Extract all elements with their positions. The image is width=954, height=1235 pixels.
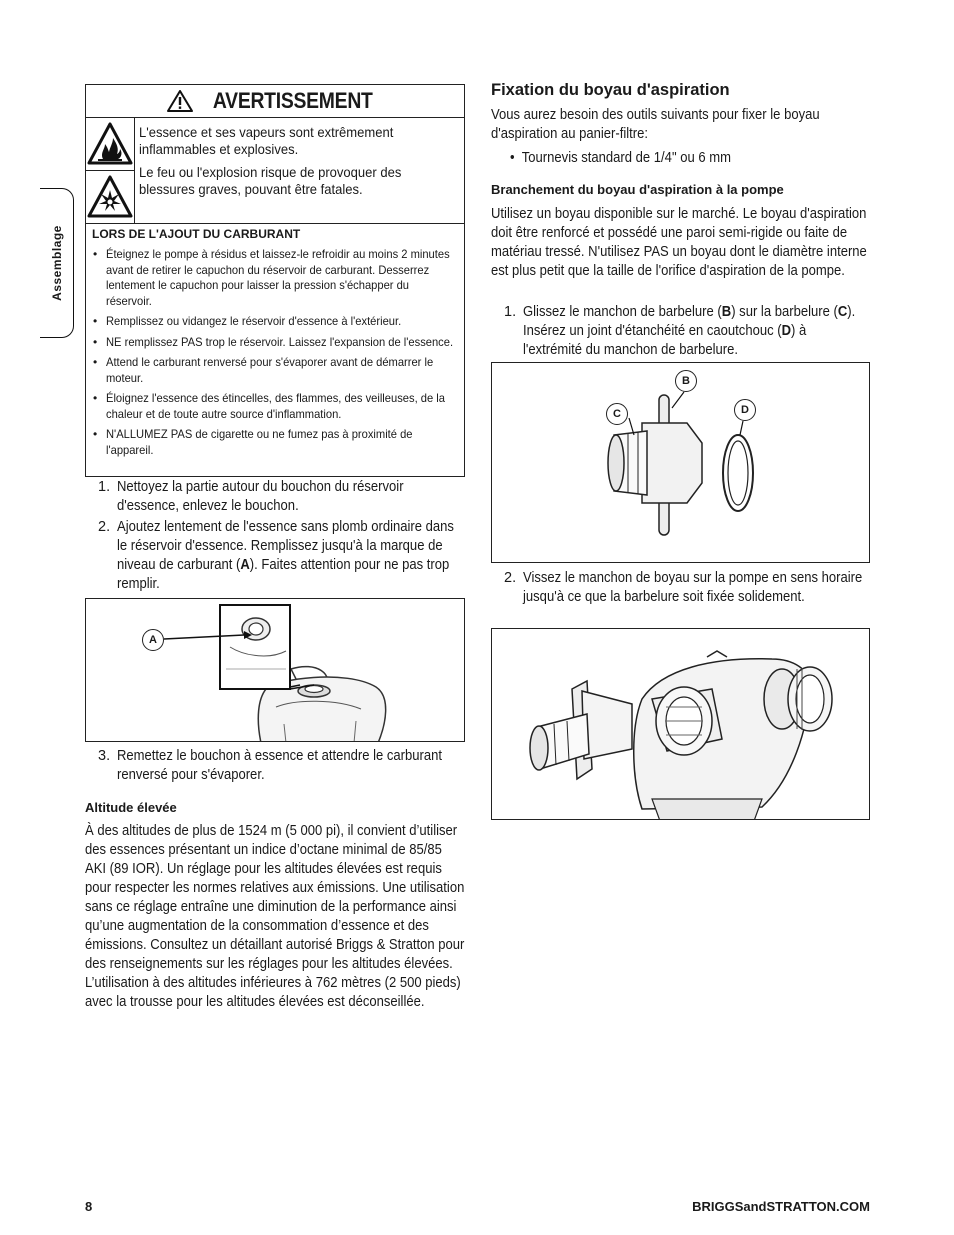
altitude-heading: Altitude élevée — [85, 800, 177, 815]
list-item: • N'ALLUMEZ PAS de cigarette ou ne fumez pas à proximité de l'appareil. — [92, 427, 456, 458]
page-number: 8 — [85, 1199, 93, 1214]
list-item: • Remplissez ou vidangez le réservoir d'essence à l'extérieur. — [92, 314, 456, 330]
section-tab — [40, 188, 74, 338]
suction-hose-heading: Fixation du boyau d'aspiration — [491, 81, 730, 99]
callout-d: D — [734, 399, 756, 421]
hazard-text-flammable: L'essence et ses vapeurs sont extrêmement inflammables et explosives. — [139, 124, 394, 157]
fuel-step-1-text: Nettoyez la partie autour du bouchon du réservoir d'essence, enlevez le bouchon. — [117, 479, 404, 514]
barb-fitting-illustration — [492, 363, 870, 563]
hazard-text-fire: Le feu ou l'explosion risque de provoquer des blessures graves, pouvant être fatales. — [139, 164, 402, 197]
warning-triangle-icon — [166, 89, 194, 113]
pump-hose-figure — [491, 628, 870, 820]
warning-box — [85, 84, 465, 477]
fuel-step-2-text: Ajoutez lentement de l'essence sans plomb ordinaire dans le réservoir d'essence. Remplissez jusqu'à la marque de niveau de carburant (A). Faites attention pour ne pas trop remplir. — [117, 519, 454, 592]
footer-website: BRIGGSandSTRATTON.COM — [692, 1199, 870, 1214]
section-tab-label: Assemblage — [49, 225, 64, 301]
explosion-hazard-icon — [86, 174, 134, 220]
list-item: • Attend le carburant renversé pour s'évaporer avant de démarrer le moteur. — [92, 355, 456, 386]
list-item: • Éloignez l'essence des étincelles, des flammes, des veilleuses, de la chaleur et de toute autre source d'inflammation. — [92, 391, 456, 422]
fuel-tank-figure — [85, 598, 465, 742]
fire-hazard-icon — [86, 121, 134, 167]
callout-c: C — [606, 403, 628, 425]
pump-hose-illustration — [492, 629, 870, 820]
fueling-list-title: LORS DE L'AJOUT DU CARBURANT — [92, 227, 301, 241]
pump-connection-heading: Branchement du boyau d'aspiration à la pompe — [491, 182, 784, 197]
warning-title: AVERTISSEMENT — [213, 88, 373, 113]
callout-a: A — [142, 629, 164, 651]
altitude-paragraph: À des altitudes de plus de 1524 m (5 000 pi), il convient d’utiliser des essences présentant un indice d’octane minimal de 85/85 AKI (89 IOR). Un réglage pour les altitudes élevées est requis pour respecter les normes relatives aux émissions. Une utilisation sans ce réglage entraîne une diminution de la performance ainsi qu’une augmentation de la consommation d’essence et des émissions. Consultez un détaillant autorisé Briggs & Stratton pour des renseignements sur les réglages pour les altitudes élevées. L’utilisation à des altitudes inférieures à 762 mètres (2 500 pieds) avec la trousse pour les altitudes élevées est déconseillée. — [85, 823, 465, 1010]
list-item: • NE remplissez PAS trop le réservoir. Laissez l'expansion de l'essence. — [92, 335, 456, 351]
tool-list-item: • Tournevis standard de 1/4" ou 6 mm — [510, 150, 731, 166]
hazard-section — [86, 118, 464, 224]
callout-b: B — [675, 370, 697, 392]
fueling-warning-list — [92, 247, 456, 458]
fuel-tank-illustration — [86, 599, 465, 742]
hose-step-2-text: Vissez le manchon de boyau sur la pompe en sens horaire jusqu'à ce que la barbelure soit fixée solidement. — [523, 570, 863, 605]
list-item: • Éteignez le pompe à résidus et laissez-le refroidir au moins 2 minutes avant de retirer le capuchon du réservoir de carburant. Desserrez lentement le capuchon pour laisser la pression s'échapper du réservoir. — [92, 247, 456, 309]
fuel-step-3-text: Remettez le bouchon à essence et attendre le carburant renversé pour s'évaporer. — [117, 748, 443, 783]
pump-connection-paragraph: Utilisez un boyau disponible sur le marché. Le boyau d'aspiration doit être renforcé et possédé une paroi semi-rigide ou faite de matériau tressé. N'utilisez PAS un boyau dont le diamètre interne est plus petit que la taille de l'orifice d'aspiration de la pompe. — [491, 206, 867, 279]
suction-intro: Vous aurez besoin des outils suivants pour fixer le boyau d'aspiration au panier-filtre: — [491, 107, 820, 142]
warning-header — [86, 85, 464, 118]
hose-step-1-text: Glissez le manchon de barbelure (B) sur la barbelure (C). Insérez un joint d'étanchéité en caoutchouc (D) à l'extrémité du manchon de barbelure. — [523, 304, 856, 358]
barb-fitting-figure — [491, 362, 870, 563]
